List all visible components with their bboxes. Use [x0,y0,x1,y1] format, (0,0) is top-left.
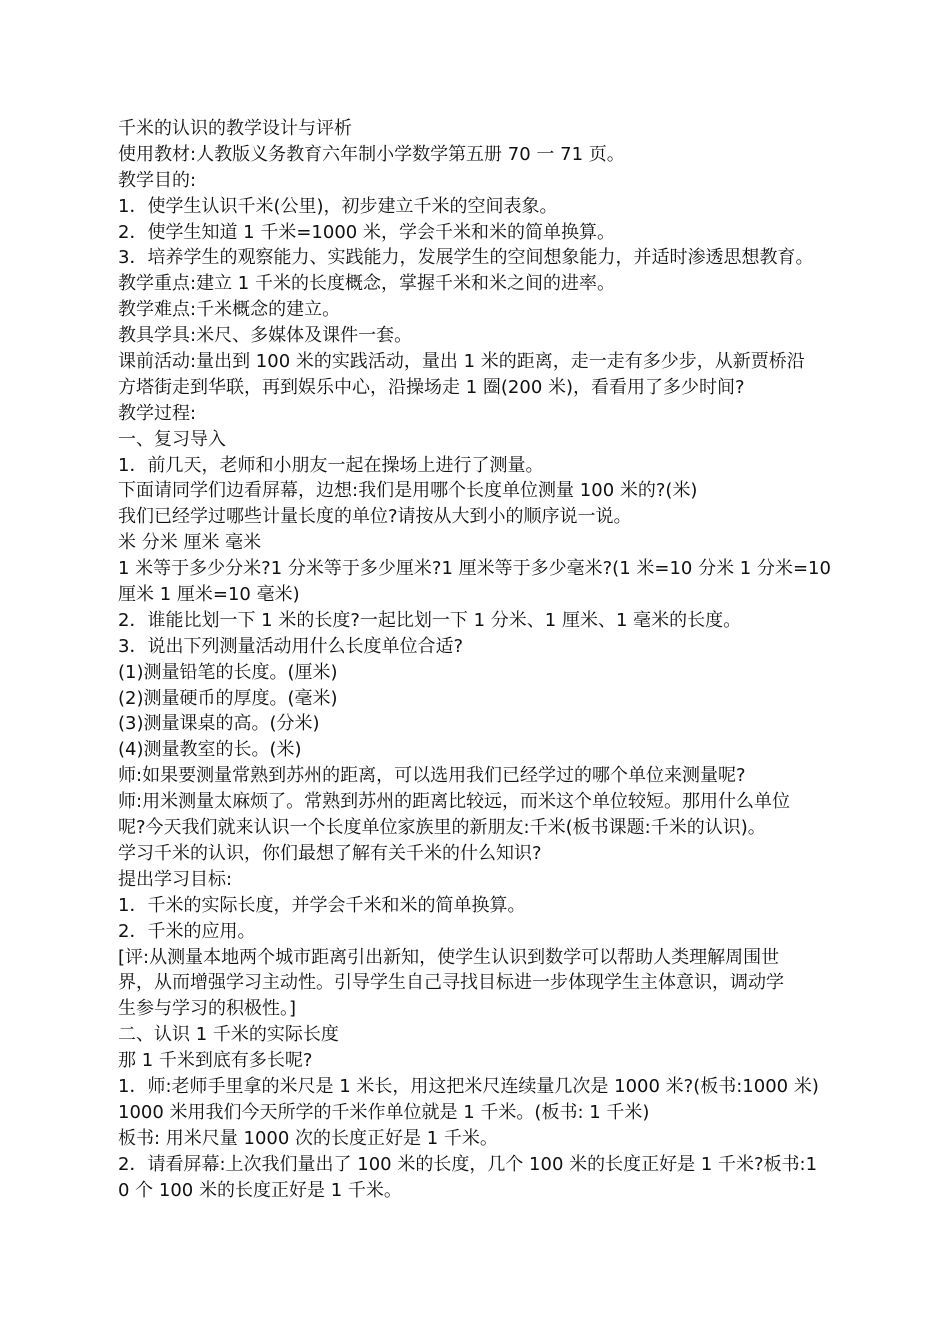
text-line: 我们已经学过哪些计量长度的单位?请按从大到小的顺序说一说。 [118,506,632,528]
text-line: 教学过程: [118,402,197,424]
text-line: [评:从测量本地两个城市距离引出新知，使学生认识到数学可以帮助人类理解周围世 [118,946,780,968]
text-line: 生参与学习的积极性。] [118,998,297,1020]
text-line: 板书: 用米尺量 1000 次的长度正好是 1 千米。 [118,1127,498,1149]
text-line: 1．前几天，老师和小朋友一起在操场上进行了测量。 [118,454,544,476]
text-line: 2．谁能比划一下 1 米的长度?一起比划一下 1 分米、1 厘米、1 毫米的长度。 [118,609,742,631]
text-line: 1000 米用我们今天所学的千米作单位就是 1 千米。(板书: 1 千米) [118,1101,650,1123]
text-line: 2．使学生知道 1 千米=1000 米，学会千米和米的简单换算。 [118,221,615,243]
text-line: (3)测量课桌的高。(分米) [118,713,320,735]
text-line: 1．千米的实际长度，并学会千米和米的简单换算。 [118,894,526,916]
text-line: 教学重点:建立 1 千米的长度概念，掌握千米和米之间的进率。 [118,273,615,295]
text-line: 教学目的: [118,169,197,191]
text-line: 3．说出下列测量活动用什么长度单位合适? [118,635,464,657]
text-line: 2．千米的应用。 [118,920,256,942]
text-line: 师:用米测量太麻烦了。常熟到苏州的距离比较远，而米这个单位较短。那用什么单位 [118,791,791,813]
text-line: 厘米 1 厘米=10 毫米) [118,584,300,606]
text-line: 那 1 千米到底有多长呢? [118,1050,313,1072]
text-line: 呢?今天我们就来认识一个长度单位家族里的新朋友:千米(板书课题:千米的认识)。 [118,817,766,839]
text-line: 学习千米的认识，你们最想了解有关千米的什么知识? [118,842,542,864]
text-line: 千米的认识的教学设计与评析 [118,118,352,139]
text-line: 3．培养学生的观察能力、实践能力，发展学生的空间想象能力，并适时渗透思想教育。 [118,247,814,269]
text-line: (2)测量硬币的厚度。(毫米) [118,687,338,709]
text-line: 界，从而增强学习主动性。引导学生自己寻找目标进一步体现学生主体意识，调动学 [118,972,784,994]
text-line: 一、复习导入 [118,428,226,450]
text-line: (1)测量铅笔的长度。(厘米) [118,661,338,683]
text-line: 课前活动:量出到 100 米的实践活动，量出 1 米的距离，走一走有多少步，从新贾桥沿 [118,351,805,373]
text-line: 使用教材:人教版义务教育六年制小学数学第五册 70 一 71 页。 [118,143,625,165]
text-line: 师:如果要测量常熟到苏州的距离，可以选用我们已经学过的哪个单位来测量呢? [118,765,746,787]
text-line: 提出学习目标: [118,868,233,890]
text-line: 米 分米 厘米 毫米 [118,532,262,554]
text-line: 二、认识 1 千米的实际长度 [118,1024,339,1046]
text-line: 0 个 100 米的长度正好是 1 千米。 [118,1179,402,1201]
text-line: 教学难点:千米概念的建立。 [118,299,341,321]
text-line: 2．请看屏幕:上次我们量出了 100 米的长度，几个 100 米的长度正好是 1 千米?板书:1 [118,1153,818,1175]
text-line: (4)测量教室的长。(米) [118,739,302,761]
text-line: 教具学具:米尺、多媒体及课件一套。 [118,325,413,347]
text-line: 1．师:老师手里拿的米尺是 1 米长，用这把米尺连续量几次是 1000 米?(板书:1000 米) [118,1075,819,1097]
text-line: 方塔街走到华联，再到娱乐中心，沿操场走 1 圈(200 米)，看看用了多少时间? [118,376,745,398]
text-line: 下面请同学们边看屏幕，边想:我们是用哪个长度单位测量 100 米的?(米) [118,480,698,502]
text-line: 1 米等于多少分米?1 分米等于多少厘米?1 厘米等于多少毫米?(1 米=10 分米 1 分米=10 [118,558,831,580]
text-line: 1．使学生认识千米(公里)，初步建立千米的空间表象。 [118,195,558,217]
document-body [118,116,918,1203]
